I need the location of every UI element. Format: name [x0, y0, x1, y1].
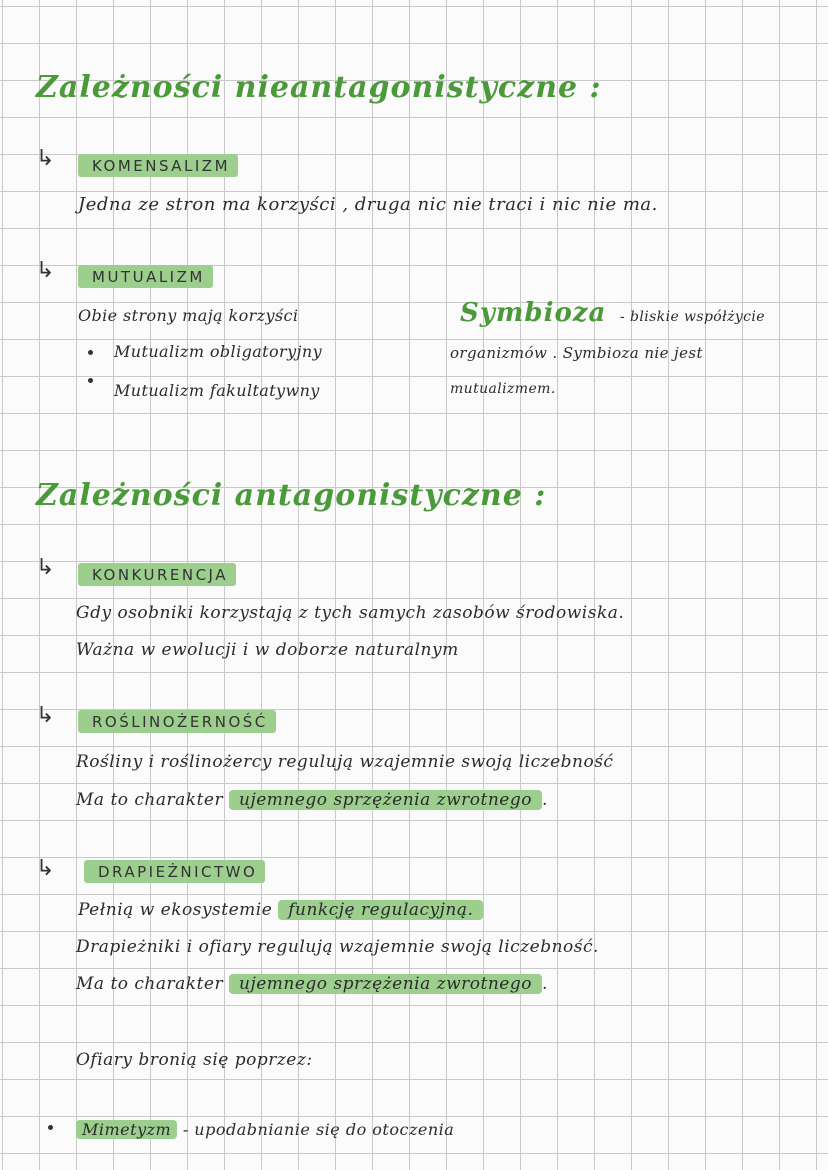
mutualizm-definition: Obie strony mają korzyści [78, 306, 299, 325]
drapieznictwo-line-3-prefix: Ma to charakter [76, 974, 224, 994]
symbioza-definition-1: - bliskie współżycie [620, 309, 765, 325]
bullet-icon [88, 350, 93, 355]
heading-roslinozernosc: ROŚLINOŻERNOŚĆ [78, 710, 276, 733]
drapieznictwo-line-1 [78, 900, 483, 920]
mimetyzm-term: Mimetyzm [76, 1120, 177, 1139]
roslinozernosc-line-2-prefix: Ma to charakter [76, 790, 224, 810]
drapieznictwo-line-1-prefix: Pełnią w ekosystemie [78, 900, 273, 920]
arrow-icon: ↳ [36, 146, 55, 171]
symbioza-definition-3: mutualizmem. [450, 381, 556, 397]
ofiary-defense-intro: Ofiary bronią się poprzez: [76, 1050, 313, 1070]
highlight-negative-feedback-2: ujemnego sprzężenia zwrotnego [229, 974, 542, 994]
arrow-icon: ↳ [36, 555, 55, 580]
mimetyzm-line [76, 1120, 454, 1139]
section-title-antagonistic: Zależności antagonistyczne : [36, 478, 547, 513]
drapieznictwo-line-3-suffix: . [541, 974, 548, 994]
drapieznictwo-line-2: Drapieżniki i ofiary regulują wzajemnie swoją liczebność. [76, 937, 599, 957]
mimetyzm-definition: - upodabnianie się do otoczenia [182, 1120, 455, 1139]
section-title-nonantagonistic: Zależności nieantagonistyczne : [36, 70, 602, 105]
heading-mutualizm: MUTUALIZM [78, 265, 213, 288]
highlight-negative-feedback: ujemnego sprzężenia zwrotnego [229, 790, 542, 810]
konkurencja-line-2: Ważna w ewolucji i w doborze naturalnym [76, 640, 459, 660]
symbioza-definition-2: organizmów . Symbioza nie jest [450, 344, 703, 362]
konkurencja-line-1: Gdy osobniki korzystają z tych samych zasobów środowiska. [76, 603, 625, 623]
roslinozernosc-line-2-suffix: . [541, 790, 548, 810]
highlight-regulatory-function: funkcję regulacyjną. [278, 900, 483, 920]
arrow-icon: ↳ [36, 258, 55, 283]
mutualizm-item-facultative: Mutualizm fakultatywny [114, 381, 320, 400]
symbioza-term: Symbioza [460, 298, 607, 328]
bullet-icon [48, 1125, 53, 1130]
arrow-icon: ↳ [36, 856, 55, 881]
mutualizm-item-obligatory: Mutualizm obligatoryjny [114, 342, 323, 361]
bullet-icon [88, 378, 93, 383]
heading-komensalizm: KOMENSALIZM [78, 154, 238, 177]
roslinozernosc-line-2 [76, 790, 548, 810]
arrow-icon: ↳ [36, 703, 55, 728]
komensalizm-definition: Jedna ze stron ma korzyści , druga nic nie traci i nic nie ma. [78, 194, 658, 215]
heading-konkurencja: KONKURENCJA [78, 563, 236, 586]
roslinozernosc-line-1: Rośliny i roślinożercy regulują wzajemnie swoją liczebność [76, 752, 614, 772]
heading-drapieznictwo: DRAPIEŻNICTWO [84, 860, 265, 883]
drapieznictwo-line-3 [76, 974, 548, 994]
